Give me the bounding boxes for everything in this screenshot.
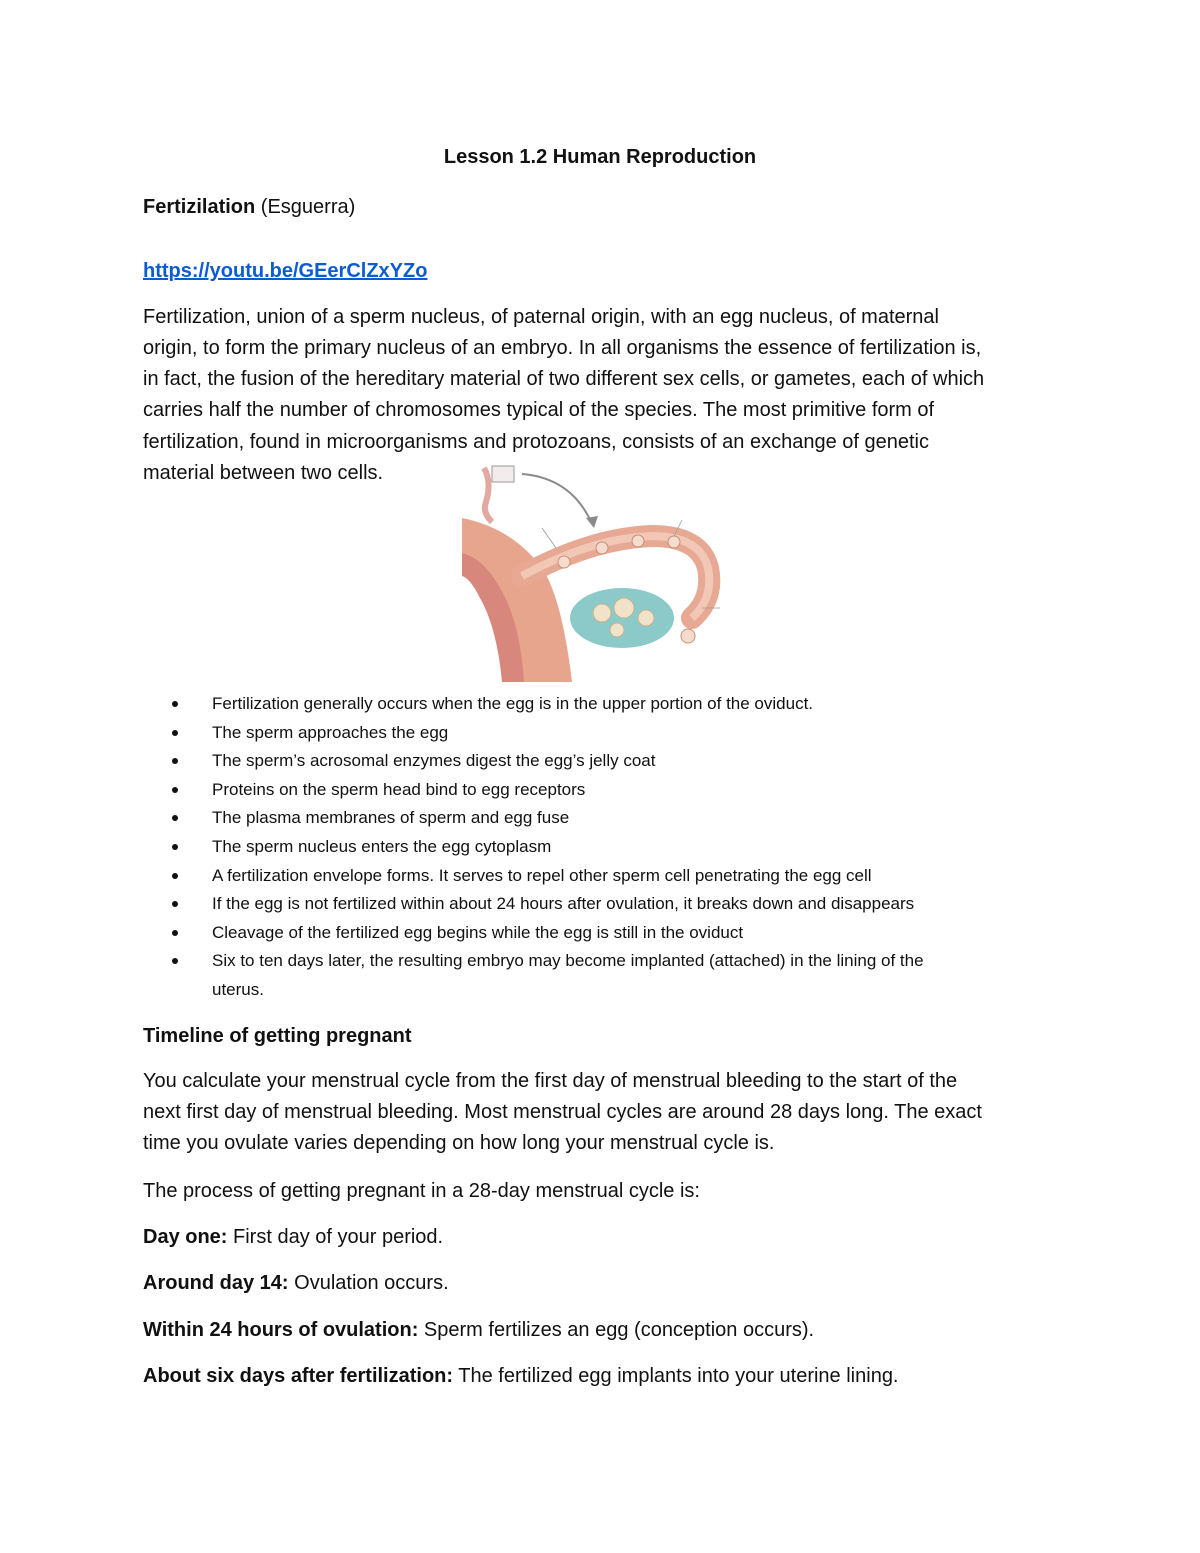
step-label: Within 24 hours of ovulation: [143,1319,419,1341]
list-item: Six to ten days later, the resulting embryo may become implanted (attached) in the lining of the [172,947,1062,976]
step-text: Ovulation occurs. [288,1272,449,1294]
list-item: Proteins on the sperm head bind to egg receptors [172,776,1062,805]
step-text: First day of your period. [227,1226,444,1248]
inset-box [492,466,514,482]
paragraph-line: carries half the number of chromosomes typical of the species. The most primitive form of [143,399,935,421]
step-label: About six days after fertilization: [143,1365,454,1387]
timeline-heading: Timeline of getting pregnant [143,1025,412,1047]
author-credit: (Esguerra) [260,196,356,218]
paragraph-line: origin, to form the primary nucleus of an embryo. In all organisms the essence of fertilization is, [143,337,982,359]
paragraph-line: Fertilization, union of a sperm nucleus, of paternal origin, with an egg nucleus, of maternal [143,306,939,328]
list-item: The sperm nucleus enters the egg cytoplasm [172,833,1062,862]
paragraph-line: fertilization, found in microorganisms and protozoans, consists of an exchange of genetic [143,431,929,453]
section-heading-fertilization [143,192,355,223]
step-text: The fertilized egg implants into your uterine lining. [453,1365,899,1387]
page-title: Lesson 1.2 Human Reproduction [443,146,757,168]
list-item: If the egg is not fertilized within about 24 hours after ovulation, it breaks down and disappears [172,890,1062,919]
list-item: Cleavage of the fertilized egg begins while the egg is still in the oviduct [172,919,1062,948]
step-label: Day one: [143,1226,228,1248]
step-label: Around day 14: [143,1272,289,1294]
timeline-step [143,1315,814,1346]
timeline-step [143,1268,449,1299]
oviduct-diagram [452,458,752,682]
list-item: A fertilization envelope forms. It serves to repel other sperm cell penetrating the egg cell [172,862,1062,891]
paragraph-line: You calculate your menstrual cycle from the first day of menstrual bleeding to the start of the [143,1070,958,1092]
step-text: Sperm fertilizes an egg (conception occurs). [418,1319,815,1341]
timeline-step [143,1361,899,1392]
timeline-step [143,1222,443,1253]
list-item: The sperm approaches the egg [172,719,1062,748]
fertilization-steps-list [172,690,1062,1005]
list-item-continuation: uterus. [212,979,264,999]
paragraph-line: next first day of menstrual bleeding. Most menstrual cycles are around 28 days long. The exact [143,1101,982,1123]
paragraph-line: in fact, the fusion of the hereditary material of two different sex cells, or gametes, each of which [143,368,985,390]
process-intro: The process of getting pregnant in a 28-day menstrual cycle is: [143,1180,700,1202]
list-item: Fertilization generally occurs when the egg is in the upper portion of the oviduct. [172,690,1062,719]
video-link-line [143,256,427,287]
paragraph-line: time you ovulate varies depending on how long your menstrual cycle is. [143,1132,775,1154]
fertilization-heading: Fertizilation [143,196,256,218]
paragraph-line: material between two cells. [143,462,384,484]
video-link[interactable]: https://youtu.be/GEerClZxYZo [143,260,428,282]
list-item: The plasma membranes of sperm and egg fuse [172,804,1062,833]
list-item: The sperm’s acrosomal enzymes digest the egg’s jelly coat [172,747,1062,776]
